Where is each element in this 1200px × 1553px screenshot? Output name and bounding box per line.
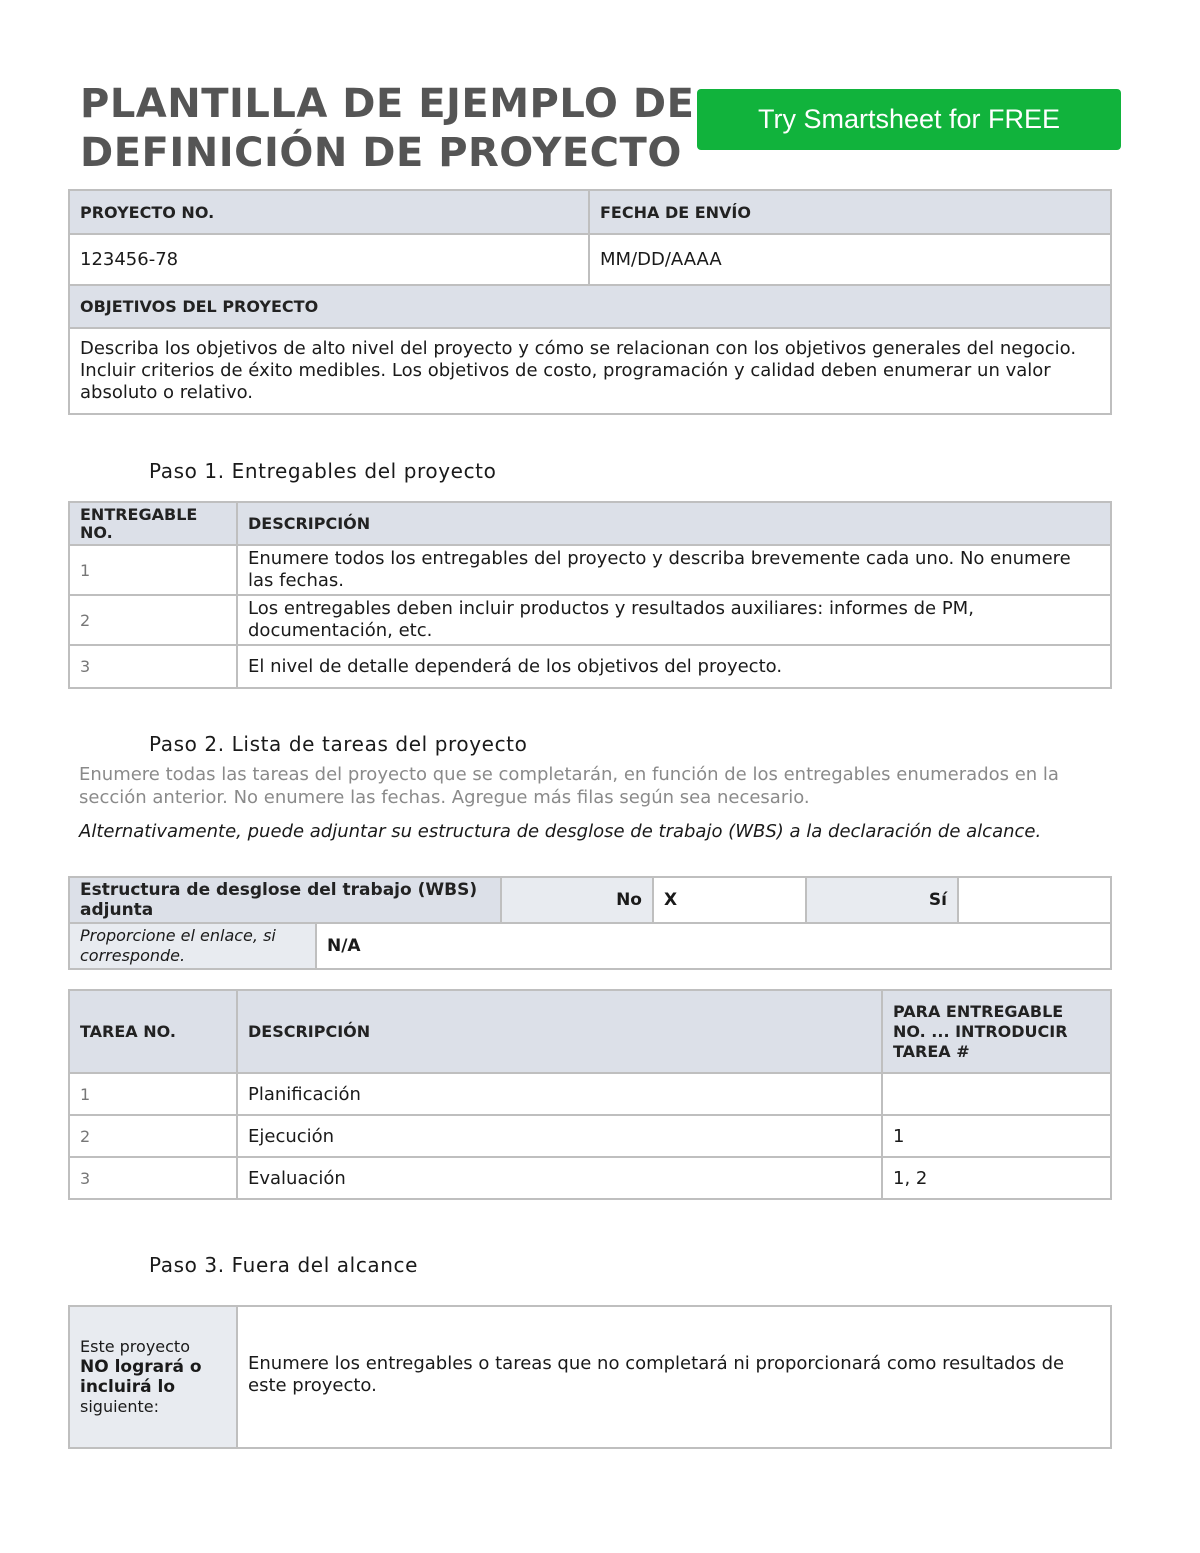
- wbs-no-value[interactable]: X: [653, 877, 806, 923]
- date-value: MM/DD/AAAA: [589, 234, 1111, 285]
- project-no-label: PROYECTO NO.: [69, 190, 589, 234]
- step2-note-italic: Alternativamente, puede adjuntar su estructura de desglose de trabajo (WBS) a la declaración de alcance.: [79, 821, 1042, 842]
- deliverable-desc-header: DESCRIPCIÓN: [237, 502, 1111, 545]
- wbs-link-label: Proporcione el enlace, si corresponde.: [69, 923, 316, 969]
- deliverable-no: 2: [69, 595, 237, 645]
- deliverable-desc: Enumere todos los entregables del proyecto y describa brevemente cada uno. No enumere las fechas.: [237, 545, 1111, 595]
- table-row: [69, 545, 1111, 595]
- task-deliverable: 1, 2: [882, 1157, 1111, 1199]
- try-smartsheet-button[interactable]: Try Smartsheet for FREE: [697, 89, 1121, 150]
- task-no: 3: [69, 1157, 237, 1199]
- task-no: 1: [69, 1073, 237, 1115]
- out-of-scope-label-pre: Este proyecto: [80, 1337, 190, 1356]
- out-of-scope-label-bold: NO logrará o incluirá lo: [80, 1357, 202, 1397]
- table-row: [69, 1073, 1111, 1115]
- out-of-scope-label-post: siguiente:: [80, 1397, 160, 1416]
- task-desc: Evaluación: [237, 1157, 882, 1199]
- table-row: [69, 595, 1111, 645]
- task-deliverable: 1: [882, 1115, 1111, 1157]
- task-deliverable-header: PARA ENTREGABLE NO. ... INTRODUCIR TAREA #: [882, 990, 1111, 1073]
- task-desc: Planificación: [237, 1073, 882, 1115]
- task-deliverable: [882, 1073, 1111, 1115]
- table-row: [69, 645, 1111, 688]
- out-of-scope-label: [69, 1306, 237, 1448]
- objectives-label: OBJETIVOS DEL PROYECTO: [69, 285, 1111, 328]
- wbs-yes-label: Sí: [806, 877, 958, 923]
- step1-heading: Paso 1. Entregables del proyecto: [149, 459, 497, 483]
- out-of-scope-text: Enumere los entregables o tareas que no completará ni proporcionará como resultados de este proyecto.: [237, 1306, 1111, 1448]
- project-info-table: [68, 189, 1112, 415]
- tasks-table: [68, 989, 1112, 1200]
- task-no: 2: [69, 1115, 237, 1157]
- page-title-line-2: DEFINICIÓN DE PROYECTO: [80, 130, 682, 176]
- deliverable-no: 1: [69, 545, 237, 595]
- wbs-no-label: No: [501, 877, 653, 923]
- deliverable-no-header: ENTREGABLE NO.: [69, 502, 237, 545]
- project-no-value: 123456-78: [69, 234, 589, 285]
- step3-heading: Paso 3. Fuera del alcance: [149, 1253, 419, 1277]
- task-desc-header: DESCRIPCIÓN: [237, 990, 882, 1073]
- deliverable-no: 3: [69, 645, 237, 688]
- wbs-yes-value[interactable]: [958, 877, 1111, 923]
- objectives-text: Describa los objetivos de alto nivel del proyecto y cómo se relacionan con los objetivos generales del negocio. Incluir criterios de éxito medibles. Los objetivos de costo, programación y calidad deben enumerar un valor absoluto o relativo.: [69, 328, 1111, 414]
- wbs-label: Estructura de desglose del trabajo (WBS) adjunta: [69, 877, 501, 923]
- out-of-scope-table: [68, 1305, 1112, 1449]
- task-no-header: TAREA NO.: [69, 990, 237, 1073]
- deliverable-desc: El nivel de detalle dependerá de los objetivos del proyecto.: [237, 645, 1111, 688]
- wbs-table: [68, 876, 1112, 970]
- deliverable-desc: Los entregables deben incluir productos y resultados auxiliares: informes de PM, documentación, etc.: [237, 595, 1111, 645]
- task-desc: Ejecución: [237, 1115, 882, 1157]
- page-title: [80, 80, 780, 178]
- table-row: [69, 1157, 1111, 1199]
- wbs-link-value[interactable]: N/A: [316, 923, 1111, 969]
- step2-heading: Paso 2. Lista de tareas del proyecto: [149, 732, 528, 756]
- table-row: [69, 1115, 1111, 1157]
- page-title-line-1: PLANTILLA DE EJEMPLO DE: [80, 81, 695, 127]
- date-label: FECHA DE ENVÍO: [589, 190, 1111, 234]
- step2-note: Enumere todas las tareas del proyecto que se completarán, en función de los entregables enumerados en la sección anterior. No enumere las fechas. Agregue más filas según sea necesario.: [79, 764, 1059, 808]
- deliverables-table: [68, 501, 1112, 689]
